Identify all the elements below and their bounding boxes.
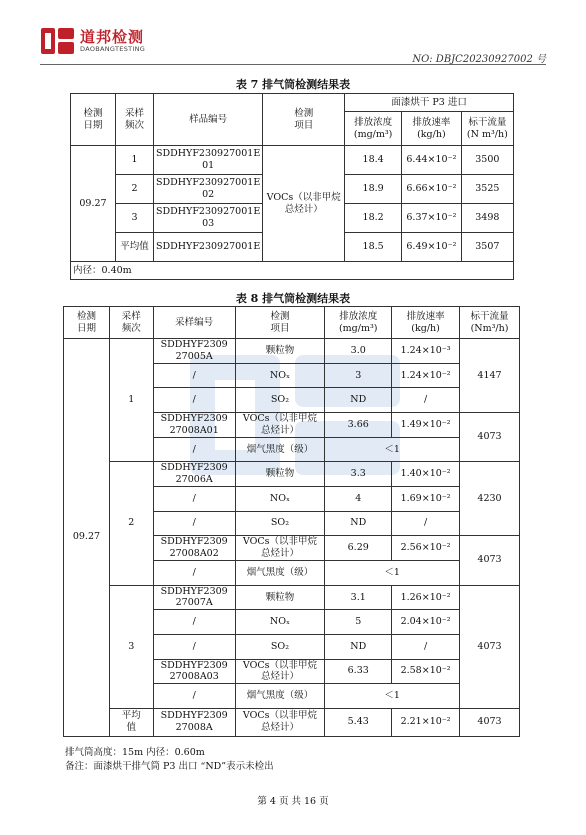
t7-date: 09.27 [71,146,116,262]
t7-freq: 3 [115,204,153,233]
t7-conc: 18.5 [345,233,402,262]
t8-conc: 5.43 [325,708,392,736]
t8-h-flow: 标干流量 (Nm³/h) [460,307,520,339]
t8-item: VOCs（以非甲烷 总烃计） [235,536,325,561]
t8-item: SO₂ [235,388,325,413]
t7-item: VOCs（以非甲烷总烃计） [263,146,345,262]
t8-item: NOₓ [235,610,325,635]
t8-sample: / [153,634,235,659]
t7-rate: 6.66×10⁻² [402,175,462,204]
page-number: 第 4 页 共 16 页 [257,796,329,807]
t7-conc: 18.4 [345,146,402,175]
t8-flow: 4230 [460,462,520,536]
t7-freq: 1 [115,146,153,175]
t8-item: 颗粒物 [235,585,325,610]
t8-item: 颗粒物 [235,462,325,487]
t7-conc: 18.9 [345,175,402,204]
t8-rate: 1.69×10⁻² [392,487,460,512]
t8-h-conc: 排放浓度 (mg/m³) [325,307,392,339]
t8-h-item: 检测 项目 [235,307,325,339]
t8-conc: 3.0 [325,339,392,364]
table8-caption: 表 8 排气筒检测结果表 [235,292,351,305]
company-logo [40,26,200,58]
t8-h-rate: 排放速率 (kg/h) [392,307,460,339]
t8-conc: ND [325,511,392,536]
t8-sample: / [153,684,235,709]
t8-rate: / [392,388,460,413]
t8-rate: 2.04×10⁻² [392,610,460,635]
t8-h-freq: 采样 频次 [109,307,153,339]
t8-item: NOₓ [235,363,325,388]
t8-rate: 1.24×10⁻² [392,363,460,388]
t8-conc: 5 [325,610,392,635]
t8-sample: SDDHYF2309 27008A [153,708,235,736]
t8-conc: 3 [325,363,392,388]
t8-sample: / [153,511,235,536]
t7-freq: 2 [115,175,153,204]
t8-sample: / [153,437,235,462]
t8-sample: SDDHYF2309 27007A [153,585,235,610]
t8-sample: / [153,487,235,512]
t7-h-item: 检测 项目 [263,94,345,146]
t8-item: NOₓ [235,487,325,512]
t8-smoke-value: ＜1 [325,437,460,462]
t7-h-date: 检测 日期 [71,94,116,146]
t8-smoke-value: ＜1 [325,560,460,585]
table-row [64,708,520,736]
t8-h-date: 检测 日期 [64,307,110,339]
t8-rate: 2.21×10⁻² [392,708,460,736]
t7-sample: SDDHYF230927001E [154,233,263,262]
t8-rate: 2.56×10⁻² [392,536,460,561]
t8-flow: 4073 [460,708,520,736]
t8-date: 09.27 [64,339,110,737]
t8-conc: 4 [325,487,392,512]
t8-sample: / [153,388,235,413]
t8-item: SO₂ [235,511,325,536]
t8-freq-avg: 平均 值 [109,708,153,736]
db-logo-icon [40,26,76,56]
logo-text-cn: 道邦检测 [80,28,145,46]
t7-sample: SDDHYF230927001E01 [154,146,263,175]
t7-rate: 6.49×10⁻² [402,233,462,262]
t8-smoke-value: ＜1 [325,684,460,709]
t8-item: 烟气黑度（级） [235,560,325,585]
t8-freq: 3 [109,585,153,708]
t8-sample: SDDHYF2309 27006A [153,462,235,487]
t8-sample: / [153,363,235,388]
logo-text-en: DAOBANGTESTING [80,45,146,53]
t7-sample: SDDHYF230927001E02 [154,175,263,204]
t8-freq: 2 [109,462,153,585]
t7-h-rate: 排放速率 (kg/h) [402,112,462,146]
t8-sample: SDDHYF2309 27008A03 [153,659,235,684]
t8-conc: 6.33 [325,659,392,684]
document-number: NO: DBJC20230927002 号 [412,54,546,65]
t8-conc: 3.66 [325,412,392,437]
t7-flow: 3500 [461,146,513,175]
t7-h-conc: 排放浓度 (mg/m³) [345,112,402,146]
t8-sample: SDDHYF2309 27005A [153,339,235,364]
t8-item: 烟气黑度（级） [235,684,325,709]
t8-flow: 4073 [460,412,520,461]
t8-note-remark: 备注：面漆烘干排气筒 P3 出口 “ND”表示未检出 [65,761,274,772]
t8-flow: 4147 [460,339,520,413]
t7-h-group: 面漆烘干 P3 进口 [345,94,514,112]
header-divider [40,64,546,65]
t8-sample: SDDHYF2309 27008A01 [153,412,235,437]
t7-h-freq: 采样 频次 [115,94,153,146]
t8-item: VOCs（以非甲烷 总烃计） [235,708,325,736]
table-row [64,339,520,364]
t7-sample: SDDHYF230927001E03 [154,204,263,233]
t8-conc: 3.3 [325,462,392,487]
t8-rate: / [392,511,460,536]
t8-flow: 4073 [460,585,520,708]
t7-note: 内径：0.40m [71,262,514,280]
t7-h-flow: 标干流量 (N m³/h) [461,112,513,146]
t8-rate: 1.49×10⁻² [392,412,460,437]
t8-note-height: 排气筒高度：15m 内径：0.60m [65,747,205,758]
t8-sample: / [153,610,235,635]
t8-rate: 2.58×10⁻² [392,659,460,684]
t7-h-sample: 样品编号 [154,94,263,146]
table-row [64,585,520,610]
t8-item: VOCs（以非甲烷 总烃计） [235,659,325,684]
t8-item: SO₂ [235,634,325,659]
t8-rate: 1.26×10⁻² [392,585,460,610]
t8-rate: 1.40×10⁻² [392,462,460,487]
t8-conc: ND [325,388,392,413]
t8-item: VOCs（以非甲烷 总烃计） [235,412,325,437]
t7-freq-avg: 平均值 [115,233,153,262]
t8-sample: SDDHYF2309 27008A02 [153,536,235,561]
t8-conc: ND [325,634,392,659]
t8-item: 颗粒物 [235,339,325,364]
t8-h-sample: 采样编号 [153,307,235,339]
t7-rate: 6.44×10⁻² [402,146,462,175]
t8-conc: 3.1 [325,585,392,610]
t8-sample: / [153,560,235,585]
table-row [64,462,520,487]
t8-conc: 6.29 [325,536,392,561]
t8-rate: 1.24×10⁻³ [392,339,460,364]
t8-item: 烟气黑度（级） [235,437,325,462]
table7 [70,93,514,280]
t7-flow: 3507 [461,233,513,262]
t7-flow: 3498 [461,204,513,233]
table8 [63,306,520,737]
t7-rate: 6.37×10⁻² [402,204,462,233]
t7-conc: 18.2 [345,204,402,233]
t8-rate: / [392,634,460,659]
t7-flow: 3525 [461,175,513,204]
t8-flow: 4073 [460,536,520,585]
table7-caption: 表 7 排气筒检测结果表 [235,78,351,91]
t8-freq: 1 [109,339,153,462]
